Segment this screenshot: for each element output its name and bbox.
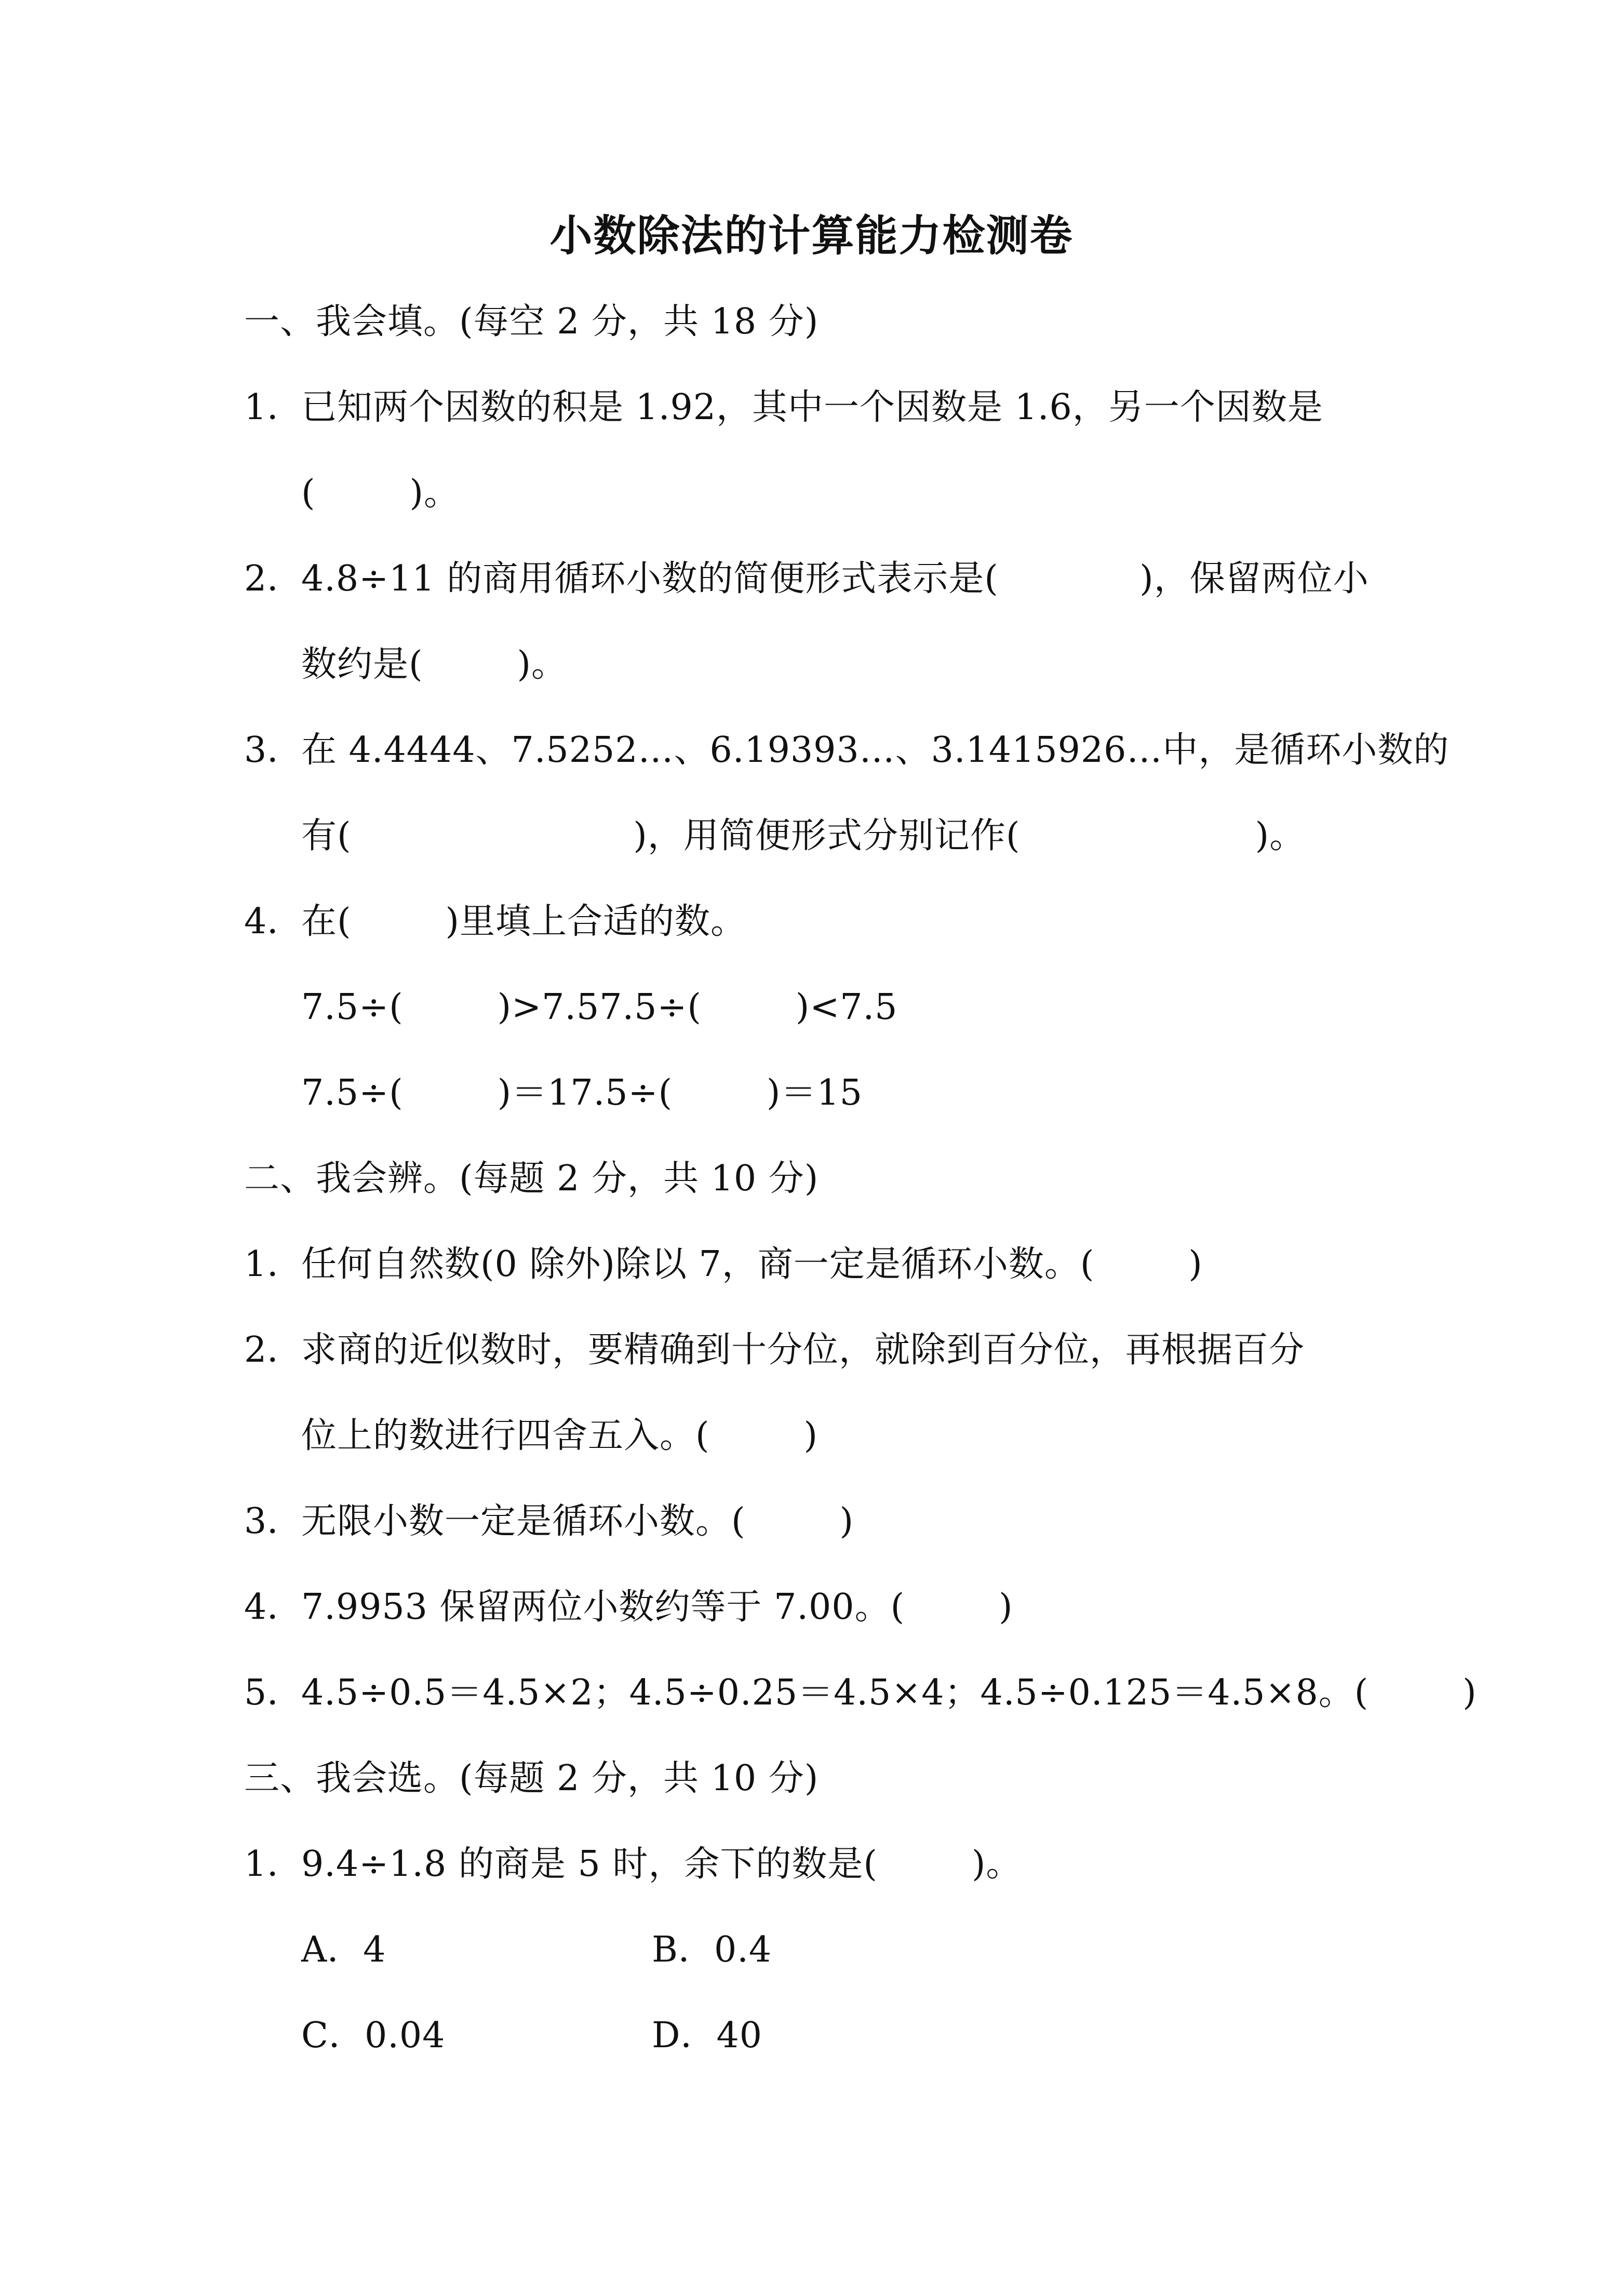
section-2-heading: 二、我会辨。(每题 2 分，共 10 分) — [244, 1158, 819, 1199]
s2-q4-number: 4． — [244, 1587, 303, 1628]
s2-q5-line-1: 4.5÷0.5＝4.5×2；4.5÷0.25＝4.5×4；4.5÷0.125＝4.5×8。( ) — [301, 1672, 1477, 1713]
option-d: D．40 — [652, 2015, 763, 2056]
section-1-heading: 一、我会填。(每空 2 分，共 18 分) — [244, 301, 819, 342]
s1-q4-line-1: 在( )里填上合适的数。 — [301, 901, 746, 942]
section-3-heading: 三、我会选。(每题 2 分，共 10 分) — [244, 1758, 819, 1799]
s1-q3-number: 3． — [244, 730, 303, 771]
s2-q4-line-1: 7.9953 保留两位小数约等于 7.00。( ) — [301, 1587, 1013, 1628]
s3-q1-number: 1． — [244, 1844, 303, 1885]
s1-q2-line-1: 4.8÷11 的商用循环小数的简便形式表示是( )，保留两位小 — [301, 558, 1369, 599]
s1-q1-number: 1． — [244, 387, 303, 428]
s1-q1-line-2: ( )。 — [301, 473, 460, 514]
s1-q4-equation-2: 7.5÷( )＝17.5÷( )＝15 — [301, 1072, 863, 1113]
s2-q2-number: 2． — [244, 1330, 303, 1371]
s1-q4-equation-1: 7.5÷( )>7.57.5÷( )<7.5 — [301, 987, 898, 1028]
s2-q1-line-1: 任何自然数(0 除外)除以 7，商一定是循环小数。( ) — [301, 1244, 1203, 1285]
option-a: A．4 — [301, 1929, 386, 1970]
s2-q5-number: 5． — [244, 1672, 303, 1713]
s1-q2-number: 2． — [244, 558, 303, 599]
s1-q3-line-1: 在 4.4444、7.5252…、6.19393…、3.1415926…中，是循环小数的 — [301, 730, 1450, 771]
s2-q2-line-2: 位上的数进行四舍五入。( ) — [301, 1415, 818, 1456]
option-c: C．0.04 — [301, 2015, 446, 2056]
s1-q2-line-2: 数约是( )。 — [301, 644, 567, 685]
s2-q2-line-1: 求商的近似数时，要精确到十分位，就除到百分位，再根据百分 — [301, 1330, 1305, 1371]
s1-q1-line-1: 已知两个因数的积是 1.92，其中一个因数是 1.6，另一个因数是 — [301, 387, 1323, 428]
s2-q3-number: 3． — [244, 1501, 303, 1542]
s2-q1-number: 1． — [244, 1244, 303, 1285]
page-title: 小数除法的计算能力检测卷 — [549, 211, 1074, 261]
s2-q3-line-1: 无限小数一定是循环小数。( ) — [301, 1501, 854, 1542]
s1-q3-line-2: 有( )，用简便形式分别记作( )。 — [301, 815, 1306, 856]
s1-q4-number: 4． — [244, 901, 303, 942]
option-b: B．0.4 — [652, 1929, 772, 1970]
s3-q1-line-1: 9.4÷1.8 的商是 5 时，余下的数是( )。 — [301, 1844, 1022, 1885]
